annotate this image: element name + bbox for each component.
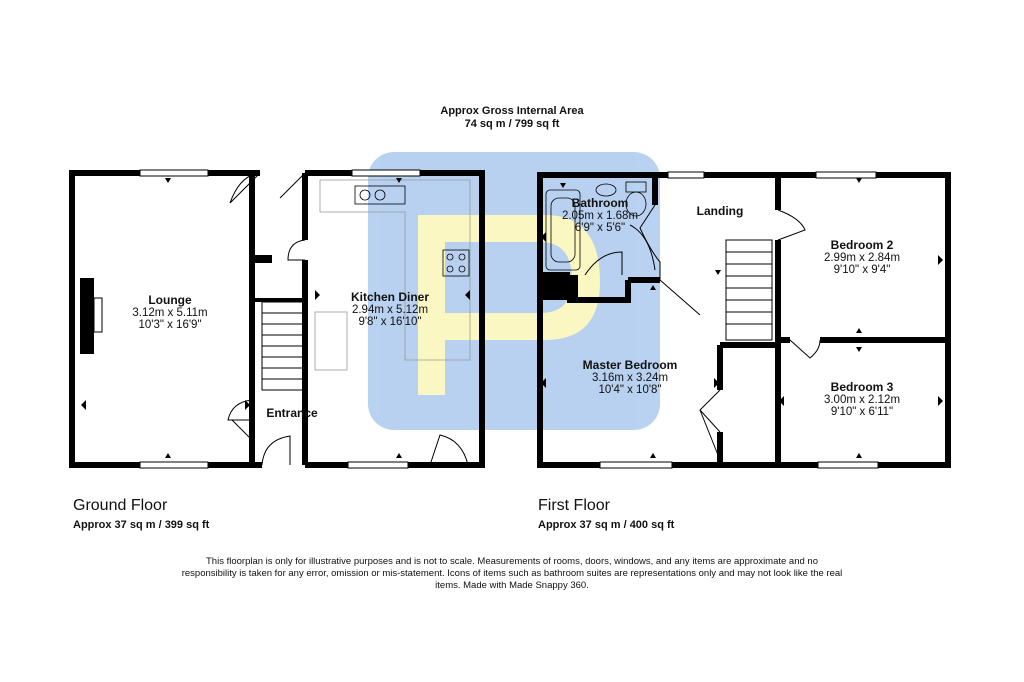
bedroom2-metric: 2.99m x 2.84m bbox=[823, 252, 901, 264]
bedroom3-window bbox=[818, 462, 878, 468]
entrance-label bbox=[258, 406, 326, 420]
lounge-metric: 3.12m x 5.11m bbox=[132, 307, 208, 319]
kitchen-metric: 2.94m x 5.12m bbox=[351, 304, 429, 316]
fireplace bbox=[80, 278, 94, 354]
master-bedroom-metric: 3.16m x 3.24m bbox=[591, 372, 669, 384]
lounge-imperial: 10'3" x 16'9" bbox=[138, 319, 202, 331]
bathroom-label bbox=[538, 196, 662, 234]
landing-window bbox=[668, 172, 704, 178]
lounge-window-top bbox=[140, 170, 208, 176]
kitchen-imperial: 9'8" x 16'10" bbox=[358, 316, 422, 328]
landing-label bbox=[680, 204, 760, 218]
disclaimer-text: This floorplan is only for illustrative purposes and is not to scale. Measurements of rooms, doors, windows, and any items are approximate and no responsibility is taken for any error, omission or mis-statement. Icons of items such as bathroom suites are representations only and may not look like the real items. Made with Made Snappy 360. bbox=[181, 556, 843, 591]
master-window bbox=[600, 462, 672, 468]
gross-area-title: Approx Gross Internal Area bbox=[440, 105, 584, 117]
first-floor-caption bbox=[538, 497, 674, 531]
first-floor-label: First Floor bbox=[538, 497, 610, 514]
ground-floor-label: Ground Floor bbox=[73, 497, 168, 514]
master-bedroom-imperial: 10'4" x 10'8" bbox=[598, 384, 662, 396]
kitchen-window-top bbox=[352, 170, 420, 176]
first-stairs bbox=[726, 240, 772, 340]
master-bedroom-name: Master Bedroom bbox=[582, 358, 678, 372]
kitchen-window-bottom bbox=[348, 462, 408, 468]
bedroom3-label bbox=[792, 380, 932, 418]
bathroom-imperial: 6'9" x 5'6" bbox=[574, 222, 626, 234]
bedroom2-window bbox=[816, 172, 876, 178]
lounge-label bbox=[100, 293, 240, 331]
landing-name: Landing bbox=[696, 204, 744, 218]
bedroom3-name: Bedroom 3 bbox=[830, 380, 894, 394]
bedroom2-label bbox=[792, 238, 932, 276]
cupboard-block bbox=[252, 255, 272, 263]
bedroom3-imperial: 9'10" x 6'11" bbox=[830, 406, 894, 418]
entrance-name: Entrance bbox=[266, 406, 318, 420]
ground-stairs bbox=[262, 302, 304, 390]
kitchen-name: Kitchen Diner bbox=[350, 290, 429, 304]
ground-floor-caption bbox=[73, 497, 209, 531]
bathroom-metric: 2.05m x 1.68m bbox=[561, 210, 639, 222]
bedroom3-metric: 3.00m x 2.12m bbox=[823, 394, 901, 406]
ground-floor-area: Approx 37 sq m / 399 sq ft bbox=[73, 519, 210, 531]
master-bedroom-label bbox=[560, 358, 700, 396]
bedroom2-imperial: 9'10" x 9'4" bbox=[833, 264, 891, 276]
bedroom2-name: Bedroom 2 bbox=[830, 238, 894, 252]
lounge-window-bottom bbox=[140, 462, 208, 468]
bathroom-name: Bathroom bbox=[571, 196, 629, 210]
airing-cupboard bbox=[540, 275, 578, 300]
first-floor-area: Approx 37 sq m / 400 sq ft bbox=[538, 519, 675, 531]
gross-area-value: 74 sq m / 799 sq ft bbox=[464, 118, 560, 130]
lounge-name: Lounge bbox=[148, 293, 192, 307]
kitchen-label bbox=[320, 290, 460, 328]
